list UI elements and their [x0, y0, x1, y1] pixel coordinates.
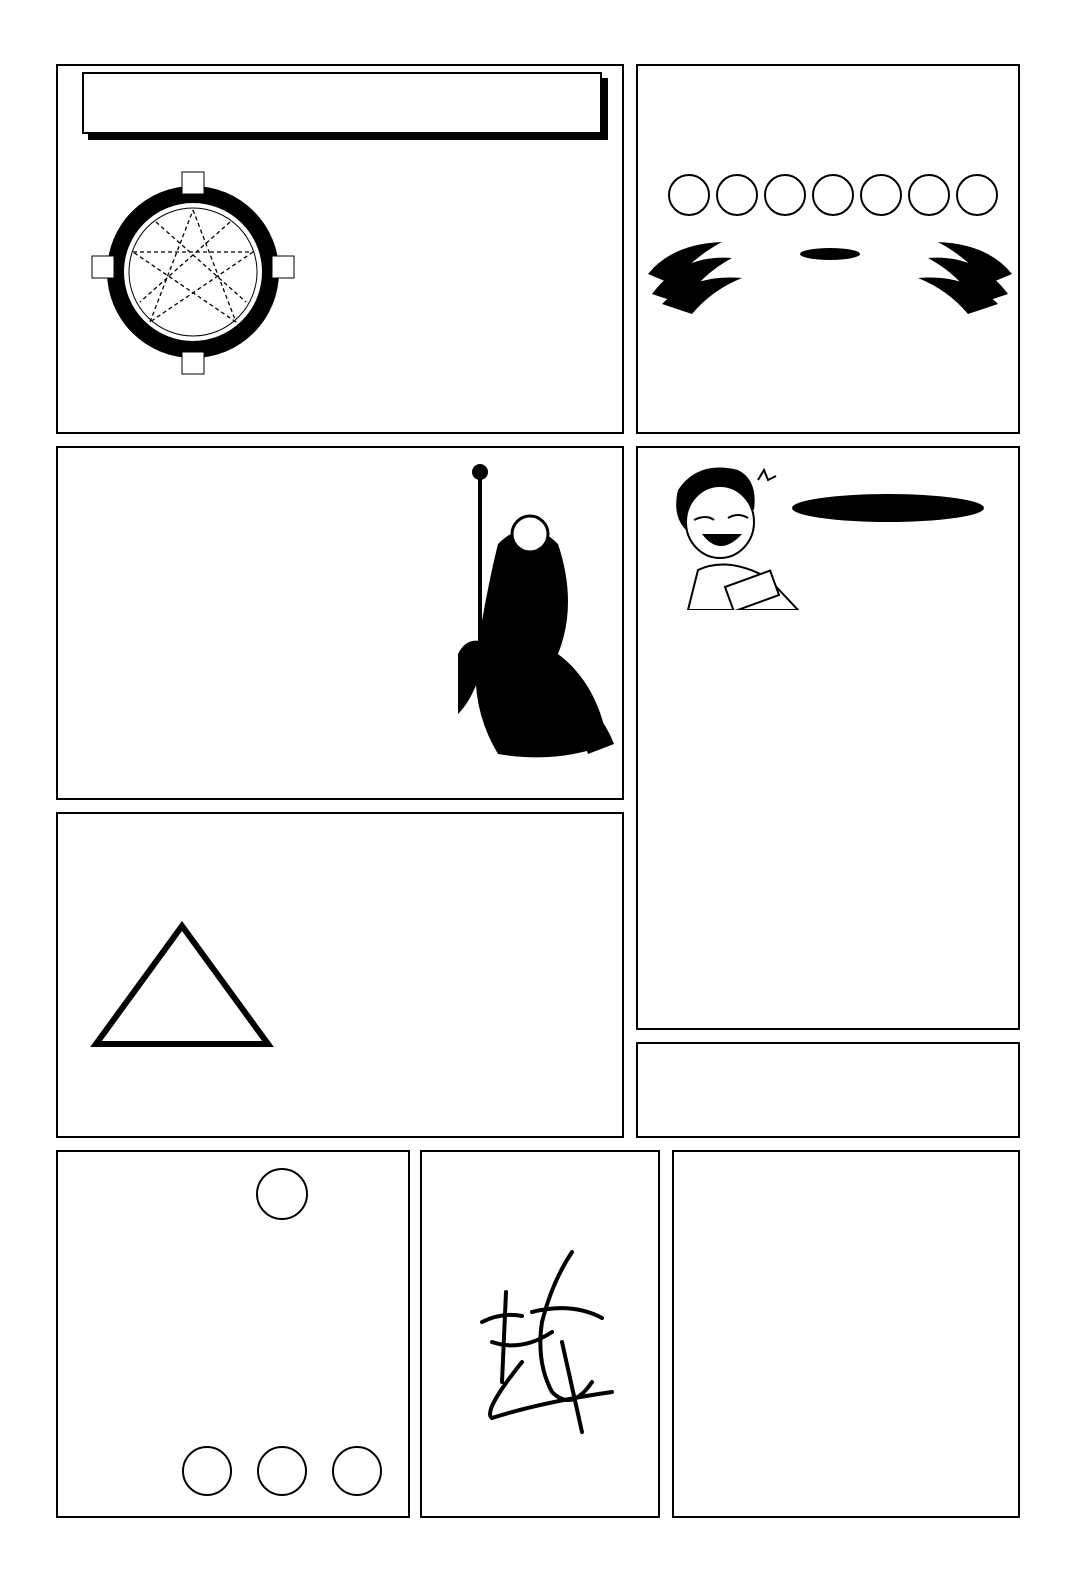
- left-border-strip: [0, 40, 38, 1540]
- bottom-border-strip: [0, 1540, 1082, 1580]
- prediction-panel: [636, 64, 1020, 434]
- masthead-title: [440, 4, 650, 54]
- special-number-ball: [256, 1168, 308, 1220]
- calligraphy-glyph-icon: [462, 1242, 622, 1442]
- guide-panel: [56, 64, 624, 434]
- huang-text: [102, 528, 422, 792]
- number-ball: [257, 1446, 307, 1496]
- number-ball: [332, 1446, 382, 1496]
- guide-biography: [296, 158, 622, 420]
- number-ball: [908, 174, 950, 216]
- provide-numbers: [182, 1446, 382, 1496]
- prediction-numbers: [668, 174, 998, 216]
- laurel-wreath-icon: [642, 234, 1018, 322]
- shensuan-panel: [56, 812, 624, 1138]
- number-ball: [956, 174, 998, 216]
- right-border-strip: [1044, 40, 1082, 1540]
- number-ball: [860, 174, 902, 216]
- number-ball: [716, 174, 758, 216]
- number-ball: [764, 174, 806, 216]
- zeng-shensuan-panel: [672, 1150, 1020, 1518]
- notice-panel: [636, 1042, 1020, 1138]
- number-ball: [182, 1446, 232, 1496]
- laughing-woman-icon: [658, 460, 808, 610]
- number-ball: [812, 174, 854, 216]
- humor-panel: [636, 446, 1020, 1030]
- humor-banner-shape: [788, 452, 988, 530]
- triangle-riddle: [82, 908, 282, 1058]
- special-number-panel: [56, 1150, 410, 1518]
- number-ball: [668, 174, 710, 216]
- xuanji-panel: [420, 1150, 660, 1518]
- guide-title: [82, 72, 602, 134]
- immortal-figure-icon: [438, 454, 622, 798]
- huang-daxian-panel: [56, 446, 624, 800]
- compass-diagram: [86, 152, 300, 408]
